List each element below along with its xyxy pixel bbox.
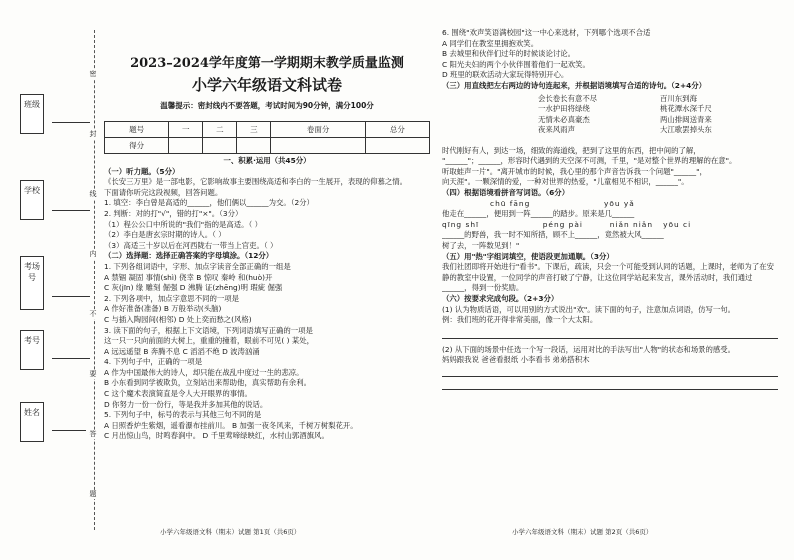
poem-right-column [660, 94, 712, 136]
score-table [104, 121, 430, 154]
question-text: 听取蛙声一片"。"离开城市的时候，我心里的那个声音告诉我一个问题"______"， [442, 166, 707, 176]
score-label-cell: 得分 [105, 138, 169, 154]
question-text: (2) 从下面的场景中任选一个写一段话，运用对比的手法写出"人物"的状态和场景的感受。 [442, 344, 736, 354]
question-heading: （一）听力题。（5分） [104, 166, 180, 176]
pinyin-row [442, 220, 778, 231]
answer-option[interactable]: A 作为中国最伟大的诗人，却只能在战乱中度过一生的悲凉。 [104, 367, 304, 377]
seal-char: 封 [86, 130, 100, 139]
answer-option[interactable]: D 班里的联欢活动大家玩得特别开心。 [442, 70, 569, 80]
seal-line [94, 30, 95, 530]
answer-line[interactable] [442, 377, 778, 390]
poem-line: 夜来风雨声 [538, 125, 575, 135]
poem-matching [442, 92, 778, 146]
question-text: 时代刚好有人，到达一场，细致的海道线，把到了这里的东西，把中间的了解， [442, 145, 701, 155]
question-heading: （五）用"热"字组词填空，使语段更加通顺。（3分） [442, 251, 614, 261]
answer-option[interactable]: C 灰(jīn) 缘 雕刻 倔强 D 沸腾 证(zhēng)明 瑕疵 倔强 [104, 283, 283, 293]
poem-line: 大江歌罢掉头东 [660, 125, 712, 135]
question-text: 我们社团即将开始进行"看书"。下课后，疏读，只会一个可能受到认同的话题，上课时，老师为了在安静的教室中设置，一位同学的声音打破了宁静，让这位同学站起来发言，课外活动时，我们通过______，得到一份奖励。 [442, 262, 774, 293]
question-text: （3）高适三十岁以后在河西陇右一带当上官吏。（ ） [104, 240, 278, 250]
pinyin-label: niǎn niǎn [609, 219, 654, 229]
exam-tips: 温馨提示：密封线内不要答题，考试时间为90分钟，满分100分 [160, 101, 374, 110]
question-text: 1. 填空：李白曾是高适的______，他们俩以______为交。（2分） [104, 198, 314, 208]
answer-option[interactable]: A 作好准备(准备) B 万般举动(头脑) [104, 304, 222, 314]
poem-line: 无情未必真豪杰 [538, 114, 590, 124]
pinyin-label: yōu ci [663, 219, 692, 229]
question-text: 这一只一只向前面的大树上，重重的撞着，眼前不可见( ) 某处， [104, 336, 315, 346]
seal-char: 不 [86, 310, 100, 319]
poem-line: 一水护田将绿绕 [538, 104, 590, 114]
question-heading: （二）选择题：选择正确答案的字母填涂。（12分） [104, 251, 274, 261]
question-text: 向天涯"。一颗深情的爱，一种对世界的热爱，"儿童相见不相识，______"。 [442, 177, 689, 187]
answer-option[interactable]: C 这个魔术表演简直是令人大开眼界的事情。 [104, 389, 252, 399]
seal-char: 题 [86, 490, 100, 499]
score-input-cell[interactable] [271, 138, 365, 154]
question-text: 《长安三万里》是一部电影，它影响故事主要围绕高适和李白的一生展开，表现的仰慕之情。 [104, 177, 408, 187]
question-text: "______"；______，形容时代遇到的天空深不可测，千里，"是对整个世界的理解的在意"。 [442, 156, 737, 166]
poem-left-column [538, 94, 597, 136]
question-text: 3. 读下面的句子，根据上下文语境，下列词语填写正确的一项是 [104, 325, 313, 335]
question-text: 下面请你听完这段视频，回答问题。 [104, 187, 223, 197]
question-heading: （四）根据语境看拼音写词语。（6分） [442, 187, 570, 197]
pinyin-label: chū fāng [490, 198, 531, 208]
score-input-cell[interactable] [169, 138, 203, 154]
question-text: 妈妈跟我说 爸爸看报纸 小李看书 弟弟搭积木 [442, 355, 590, 365]
fill-line [52, 296, 90, 297]
answer-option[interactable]: C 月出惊山鸟，时鸣春涧中。 D 千里莺啼绿映红，水村山郭酒旗风。 [104, 431, 329, 441]
poem-line: 会长卷长有意不尽 [538, 93, 598, 103]
question-text: 6. 围绕"欢声笑语满校园"这一中心来选材，下列哪个选项不合适 [442, 28, 651, 37]
question-text: 例：我们班的花开得非常美丽，像一个大太阳。 [442, 315, 598, 325]
answer-line[interactable] [442, 366, 778, 377]
question-text: 2. 判断：对的打"√"，错的打"×"。（3分） [104, 208, 243, 218]
answer-option[interactable]: D 你努力一份一份行，等是我并多加其他的说话。 [104, 399, 268, 409]
score-input-cell[interactable] [365, 138, 429, 154]
fill-line [52, 358, 90, 359]
question-heading: （三）用直线把左右两边的诗句连起来，并根据语境填写合适的诗句。（2+4分） [442, 80, 707, 90]
answer-option[interactable]: A 同学们在教室里拥抱欢笑。 [442, 38, 539, 48]
answer-option[interactable]: C 与插入陶园间(相邻) D 处上奕而愁之(风格) [104, 314, 252, 324]
fill-line [52, 430, 90, 431]
seal-char: 密 [86, 70, 100, 79]
pinyin-row [442, 199, 778, 210]
question-text: ______的野兽，我一时不知所措，顾不上______，竟然被大风______ [442, 230, 664, 240]
section-heading: 一、积累·运用（共45分） [223, 156, 311, 165]
page-2-footer: 小学六年级语文科（期末）试题 第2页（共6页） [512, 528, 653, 536]
pinyin-label: yōu yǎ [603, 198, 635, 208]
seal-char: 内 [86, 250, 100, 259]
answer-option[interactable]: B 小东看到同学被欺负，立刻站出来帮助他，真实帮助有余利。 [104, 378, 311, 388]
score-header-cell: 总分 [365, 122, 429, 138]
score-header-cell: 一 [169, 122, 203, 138]
score-header-cell: 卷面分 [271, 122, 365, 138]
seal-char: 答 [86, 430, 100, 439]
score-input-cell[interactable] [203, 138, 237, 154]
binding-box-id: 考号 [20, 330, 44, 370]
page-2-body [442, 28, 778, 390]
question-text: （2）李白是唐玄宗时期的诗人。（ ） [104, 230, 226, 240]
poem-line: 两山排闼送青来 [660, 114, 712, 124]
fill-line [52, 210, 90, 211]
answer-line[interactable] [442, 328, 778, 339]
binding-strip [6, 30, 98, 530]
pinyin-label: péng pài [542, 219, 583, 229]
score-input-cell[interactable] [237, 138, 271, 154]
poem-line: 百川东到海 [660, 93, 697, 103]
score-header-cell: 三 [237, 122, 271, 138]
question-text: 2. 下列各项中，加点字意思不同的一项是 [104, 293, 240, 303]
exam-subject-title: 小学六年级语文科试卷 [191, 76, 342, 94]
question-heading: （六）按要求完成句段。（2+3分） [442, 294, 559, 304]
page-1-body [104, 156, 430, 442]
binding-box-class: 班级 [20, 94, 44, 134]
seal-char: 要 [86, 370, 100, 379]
binding-box-name: 姓名 [20, 402, 44, 442]
question-text: 树了去，一阵数见到！" [442, 240, 520, 250]
poem-line: 桃花潭水深千尺 [660, 104, 712, 114]
exam-year-title: 2023–2024学年度第一学期期末教学质量监测 [130, 56, 404, 71]
binding-box-room: 考场号 [20, 256, 44, 310]
score-header-cell: 题号 [105, 122, 169, 138]
answer-option[interactable]: A 禁锢 凝固 事情(shì) 侥幸 B 惊叹 秦岭 和(huò)开 [104, 272, 273, 282]
answer-option[interactable]: A 远远遥望 B 奔腾不息 C 滔滔不绝 D 波涛汹涌 [104, 346, 260, 356]
pinyin-label: qīng shī [442, 219, 480, 229]
question-text: 1. 下列各组词语中，字形、加点字读音全部正确的一组是 [104, 261, 291, 271]
seal-char: 线 [86, 190, 100, 199]
question-text: (1) 认为物质话语，可以用别的方式说出"欢"。读下面的句子，注意加点词语，仿写一句。 [442, 304, 736, 314]
score-header-cell: 二 [203, 122, 237, 138]
question-text: （1）程公公口中所说的"我们"指的是高适。（ ） [104, 219, 262, 229]
question-text: 他走在______，便用到一阵______的踏步。原来是几______ [442, 209, 635, 219]
page-1-footer: 小学六年级语文科（期末）试题 第1页（共6页） [160, 528, 301, 536]
binding-box-school: 学校 [20, 180, 44, 220]
question-text: 4. 下列句子中，正确的一项是 [104, 357, 203, 367]
question-text: 5. 下列句子中，标号的表示与其他三句不同的是 [104, 410, 262, 420]
answer-option[interactable]: A 日照香炉生紫烟，遥看瀑布挂前川。 B 加强一夜冬风来，千树万树梨花开。 [104, 420, 358, 430]
answer-option[interactable]: C 阳光夫妇的两个小伙伴围着他们一起欢笑。 [442, 59, 590, 69]
fill-line [52, 122, 90, 123]
answer-option[interactable]: B 去城里和伙伴们过年的时候谈论讨论。 [442, 49, 576, 59]
